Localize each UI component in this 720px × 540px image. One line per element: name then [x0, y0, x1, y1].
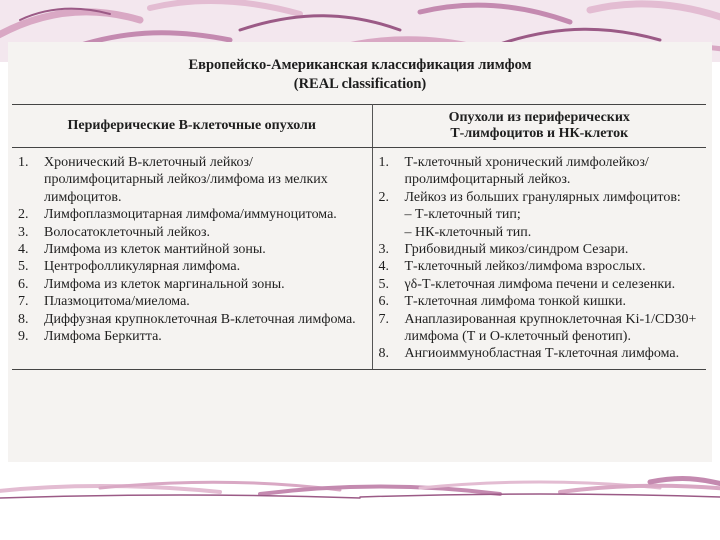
item-number: 6.: [378, 294, 389, 310]
item-number: 4.: [378, 259, 389, 275]
item-text: Т-клеточная лимфома тонкой кишки.: [404, 294, 626, 310]
item-number: 4.: [18, 242, 29, 258]
list-item: [18, 224, 368, 241]
item-text: Хронический В-клеточный лейкоз/пролимфоцитарный лейкоз/лимфома из мелких лимфоцитов.: [44, 155, 328, 205]
item-number: 9.: [18, 329, 29, 345]
item-number: 1.: [378, 155, 389, 170]
item-number: 1.: [18, 155, 29, 170]
list-item: [379, 345, 703, 362]
list-item: [379, 293, 703, 310]
item-number: 3.: [378, 242, 389, 258]
item-number: 2.: [378, 189, 389, 205]
header-t-nk-line-1: Опухоли из периферических: [448, 110, 630, 125]
item-number: 8.: [18, 311, 29, 327]
decorative-bottom-band: [0, 470, 720, 540]
list-item: [18, 328, 368, 345]
item-text: Т-клеточный лейкоз/лимфома взрослых.: [404, 259, 646, 275]
list-item: [18, 311, 368, 328]
table-header-row: [12, 105, 706, 148]
item-text: Лимфоплазмоцитарная лимфома/иммуноцитома.: [44, 207, 337, 223]
item-text: Анаплазированная крупноклеточная Ki-1/CD30+ лимфома (Т и О-клеточный фенотип).: [404, 311, 697, 345]
list-item: [379, 189, 703, 241]
item-text: Ангиоиммунобластная Т-клеточная лимфома.: [404, 346, 680, 362]
title-line-2: (REAL classification): [293, 76, 427, 92]
list-item: [379, 311, 703, 346]
list-item: [379, 154, 703, 189]
t-nk-column: [372, 148, 706, 370]
t-nk-list: [379, 154, 703, 363]
table-body-row: [12, 148, 706, 370]
list-item: [379, 241, 703, 258]
b-cell-column: [12, 148, 372, 370]
item-text: Центрофолликулярная лимфома.: [44, 259, 241, 275]
title-line-1: Европейско-Американская классификация лимфом: [188, 57, 532, 73]
item-text: Лейкоз из больших гранулярных лимфоцитов:: [404, 189, 681, 205]
document-title: [8, 56, 712, 94]
b-cell-list: [18, 154, 368, 345]
decorative-swirls-bottom: [0, 470, 720, 540]
item-number: 5.: [378, 276, 389, 292]
item-subtext: – НК-клеточный тип.: [404, 224, 532, 240]
classification-table: [12, 104, 706, 370]
list-item: [379, 276, 703, 293]
item-text: γδ-Т-клеточная лимфома печени и селезенки.: [404, 276, 676, 292]
header-t-nk-line-2: Т-лимфоцитов и НК-клеток: [450, 126, 629, 141]
item-number: 7.: [378, 311, 389, 327]
item-text: Волосатоклеточный лейкоз.: [44, 224, 210, 240]
item-number: 3.: [18, 224, 29, 240]
item-text: Лимфома Беркитта.: [44, 329, 162, 345]
list-item: [379, 258, 703, 275]
item-text: Диффузная крупноклеточная В-клеточная лимфома.: [44, 311, 356, 327]
item-number: 8.: [378, 346, 389, 362]
list-item: [18, 258, 368, 275]
item-number: 6.: [18, 276, 29, 292]
item-text: Плазмоцитома/миелома.: [44, 294, 190, 310]
item-text: Лимфома из клеток маргинальной зоны.: [44, 276, 285, 292]
item-text: Грибовидный микоз/синдром Сезари.: [404, 242, 629, 258]
item-number: 5.: [18, 259, 29, 275]
list-item: [18, 293, 368, 310]
item-number: 2.: [18, 207, 29, 223]
list-item: [18, 276, 368, 293]
header-t-nk-cell: [372, 105, 706, 148]
item-text-group: [405, 189, 703, 241]
item-number: 7.: [18, 294, 29, 310]
list-item: [18, 206, 368, 223]
scanned-table-image: [8, 42, 712, 462]
item-subtext: – Т-клеточный тип;: [404, 207, 521, 223]
list-item: [18, 154, 368, 206]
list-item: [18, 241, 368, 258]
item-text: Т-клеточный хронический лимфолейкоз/пролимфоцитарный лейкоз.: [404, 155, 649, 188]
header-b-cell: Периферические В-клеточные опухоли: [12, 105, 372, 148]
item-text: Лимфома из клеток мантийной зоны.: [44, 242, 266, 258]
